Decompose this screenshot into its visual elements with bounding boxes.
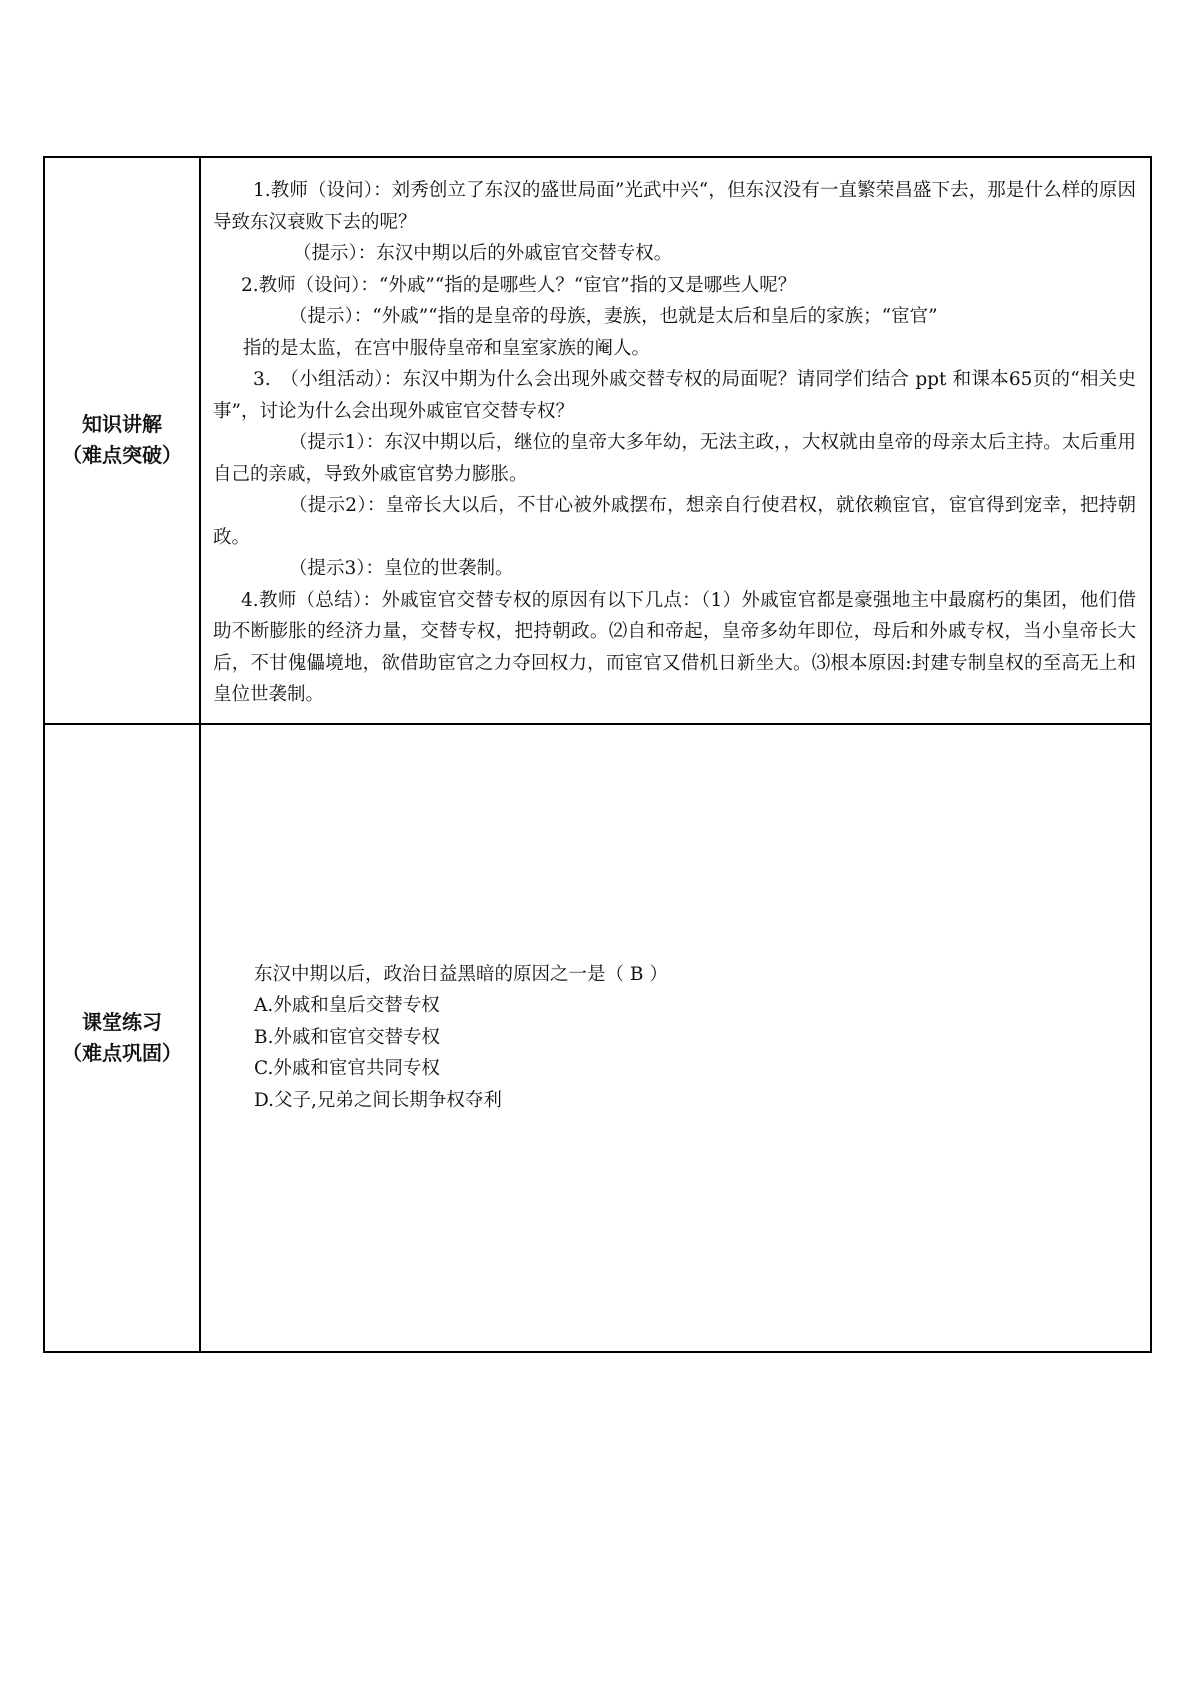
row-label-knowledge (44, 157, 200, 724)
paragraph-hint-1: （提示）：东汉中期以后的外戚宦官交替专权。 (293, 243, 673, 264)
knowledge-content-cell (200, 157, 1151, 724)
row-label-title: 课堂练习 (82, 1009, 162, 1034)
practice-option-b: B.外戚和宦官交替专权 (254, 1026, 440, 1048)
paragraph-hint-2: （提示）：“外戚”“指的是皇帝的母族，妻族，也就是太后和皇后的家族；“宦官” (289, 306, 938, 327)
paragraph-hint-activity-1: （提示1）：东汉中期以后，继位的皇帝大多年幼，无法主政，，大权就由皇帝的母亲太后主持。太后重用自己的亲戚，导致外戚宦官势力膨胀。 (213, 432, 1136, 485)
practice-content-cell (200, 724, 1151, 1352)
row-label-subtitle: （难点突破） (62, 443, 182, 468)
row-label-subtitle: （难点巩固） (62, 1040, 182, 1065)
paragraph-hint-2-continued: 指的是太监，在宫中服侍皇帝和皇室家族的阉人。 (243, 337, 651, 359)
paragraph-teacher-question-2: 2.教师（设问）：“外戚”“指的是哪些人？“宦官”指的又是哪些人呢？ (241, 274, 797, 296)
practice-option-d: D.父子,兄弟之间长期争权夺利 (254, 1089, 502, 1111)
practice-option-c: C.外戚和宦官共同专权 (254, 1058, 440, 1080)
table-row-knowledge (44, 157, 1151, 724)
paragraph-teacher-summary: 4.教师（总结）：外戚宦官交替专权的原因有以下几点：（1）外戚宦官都是豪强地主中最腐朽的集团，他们借助不断膨胀的经济力量，交替专权，把持朝政。⑵自和帝起，皇帝多幼年即位，母后和外戚专权，当小皇帝长大后，不甘傀儡境地，欲借助宦官之力夺回权力，而宦官又借机日新坐大。⑶根本原因:封建专制皇权的至高无上和皇位世袭制。 (213, 589, 1136, 705)
practice-option-a: A.外戚和皇后交替专权 (254, 995, 440, 1017)
practice-question: 东汉中期以后，政治日益黑暗的原因之一是（ B ） (254, 963, 668, 985)
paragraph-teacher-question-1: 1.教师（设问）：刘秀创立了东汉的盛世局面”光武中兴“，但东汉没有一直繁荣昌盛下去，那是什么样的原因导致东汉衰败下去的呢？ (213, 180, 1136, 233)
row-label-practice (44, 724, 200, 1352)
lesson-plan-table (43, 156, 1152, 1353)
paragraph-hint-activity-3: （提示3）：皇位的世袭制。 (289, 558, 514, 579)
row-label-title: 知识讲解 (82, 412, 162, 437)
paragraph-hint-activity-2: （提示2）：皇帝长大以后，不甘心被外戚摆布，想亲自行使君权，就依赖宦官，宦官得到宠幸，把持朝政。 (213, 495, 1136, 548)
table-row-practice (44, 724, 1151, 1352)
paragraph-group-activity: 3. （小组活动）：东汉中期为什么会出现外戚交替专权的局面呢？请同学们结合 ppt 和课本65页的“相关史事”，讨论为什么会出现外戚宦官交替专权？ (213, 369, 1136, 422)
